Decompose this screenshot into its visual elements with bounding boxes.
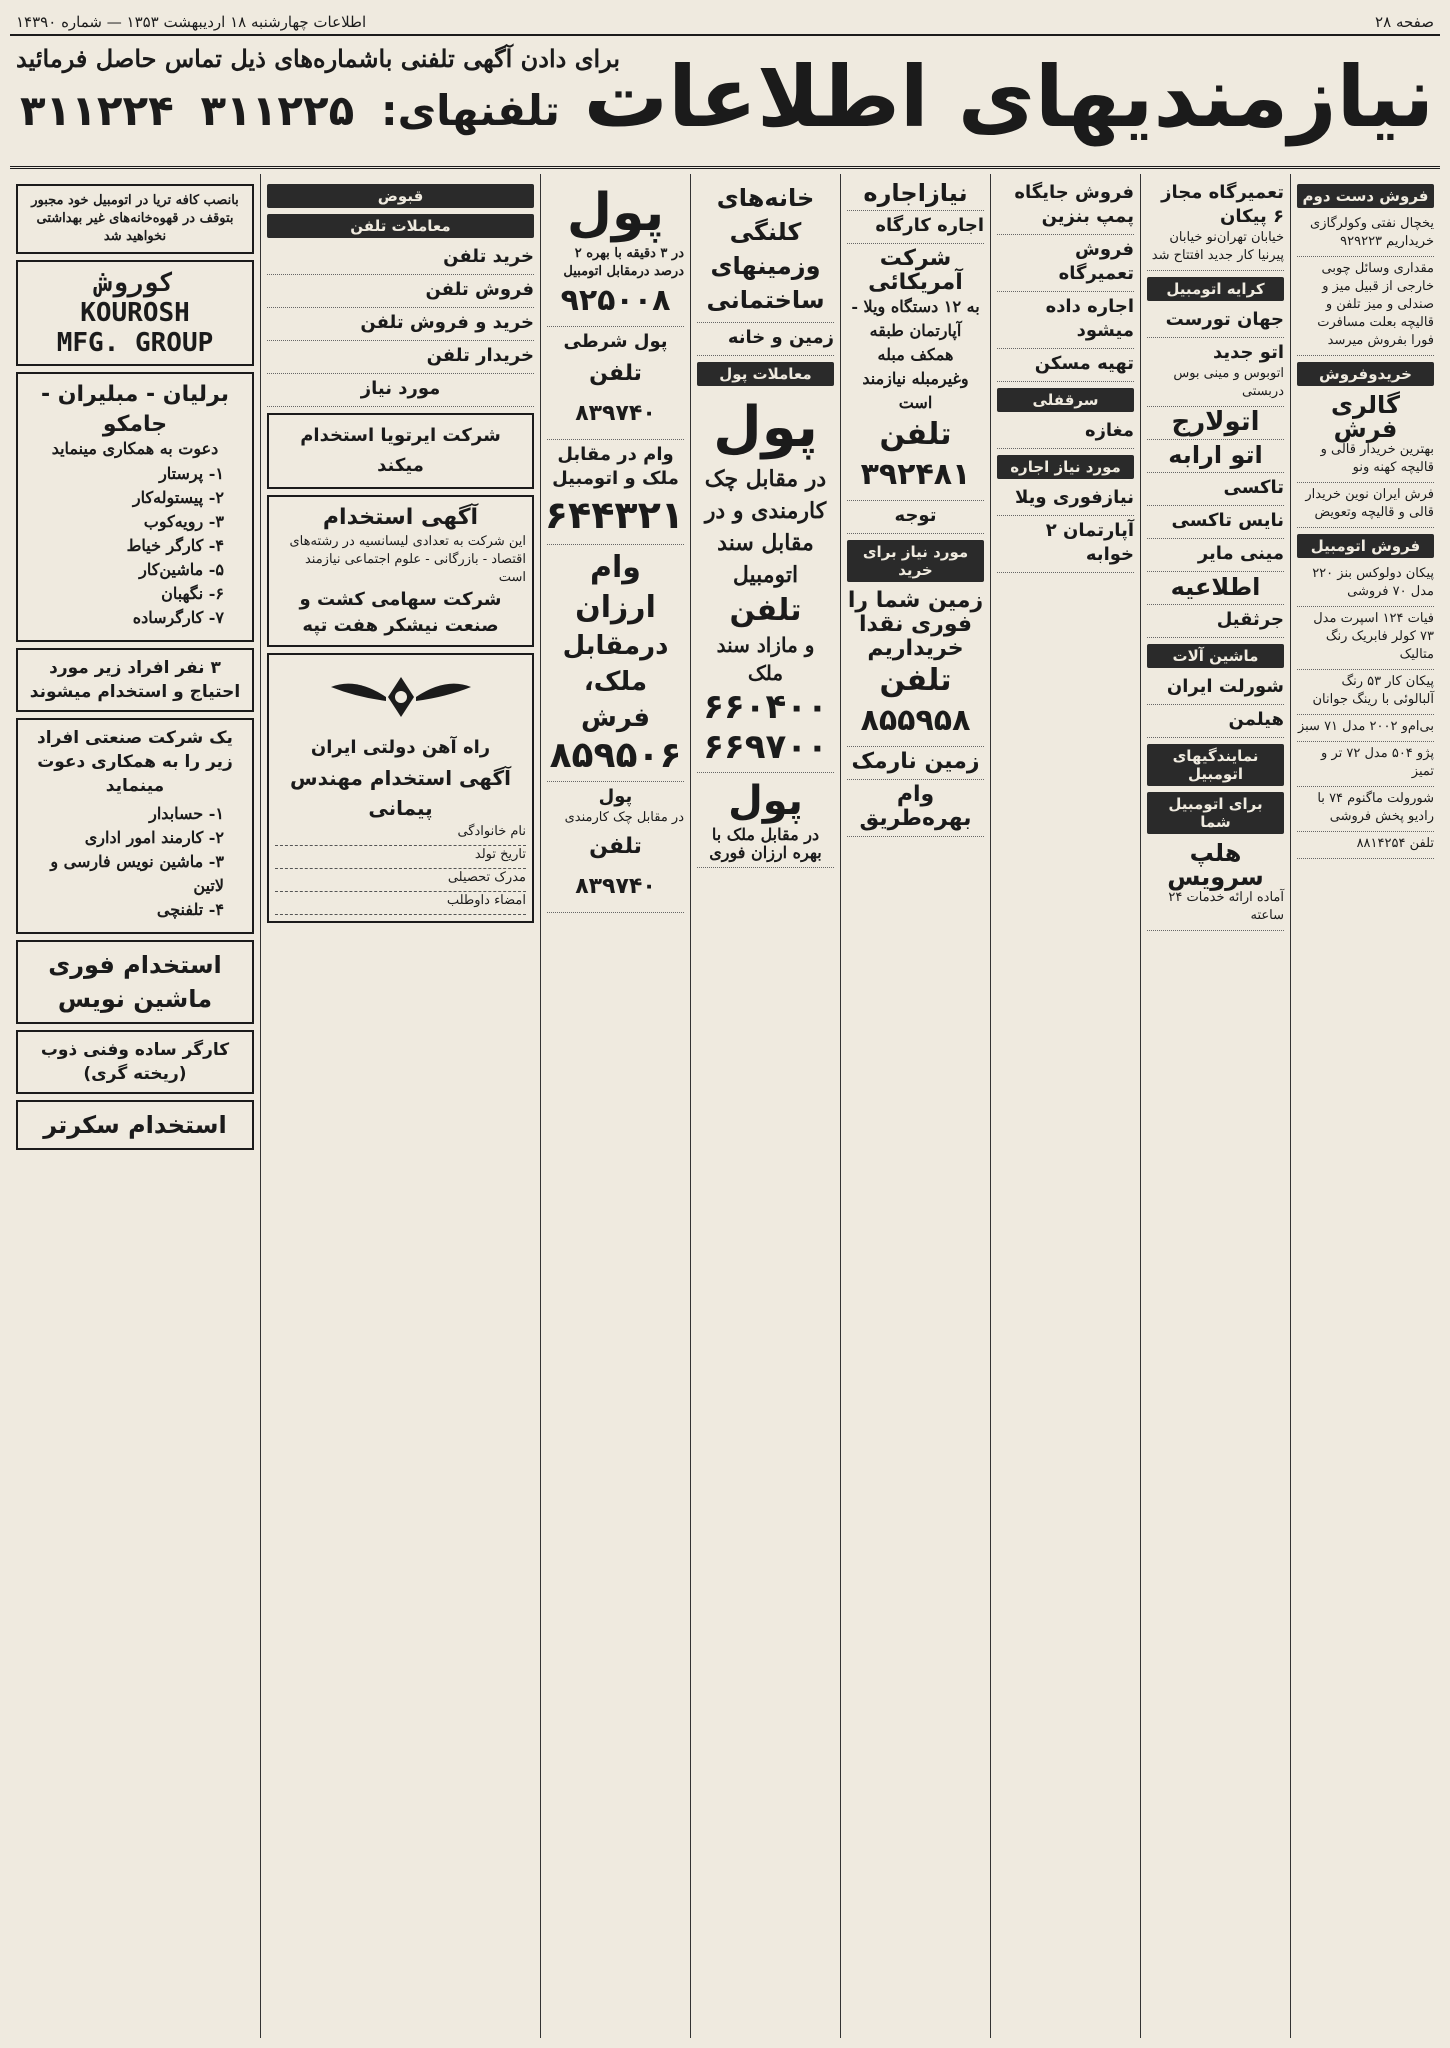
phones-label: تلفنهای: bbox=[380, 86, 560, 135]
ad-text: خیابان تهران‌نو خیابان پیرنیا کار جدید افتتاح شد bbox=[1151, 230, 1284, 263]
ad-heading: کارگر ساده وفنی ذوب (ریخته گری) bbox=[40, 1040, 230, 1084]
logo-persian-text: کوروش bbox=[95, 268, 175, 298]
ad-item: مقداری وسائل چوبی خارجی از قبیل میز و صندلی و میز تلفن و قالیچه بعلت مسافرت فورا بفروش میرسد bbox=[1297, 257, 1434, 356]
ad-item: یخچال نفتی وکولرگازی خریداریم ۹۲۹۲۲۳ bbox=[1297, 212, 1434, 257]
ad-heading: تهیه مسکن bbox=[1034, 353, 1134, 374]
ad-item: پژو ۵۰۴ مدل ۷۲ تر و تمیز bbox=[1297, 742, 1434, 787]
ad-phone: تلفن ۳۹۲۴۸۱ bbox=[860, 417, 971, 492]
logo-latin-text: KOUROSH bbox=[80, 298, 190, 328]
ad-heading: استخدام فوری ماشین نویس bbox=[48, 951, 222, 1013]
ad-item bbox=[847, 780, 984, 837]
ad-airtoyota bbox=[267, 413, 534, 489]
ad-item bbox=[697, 323, 834, 356]
railway-emblem bbox=[275, 667, 526, 727]
column-8 bbox=[10, 174, 260, 2038]
ad-brilliant-jobs bbox=[16, 372, 254, 642]
ad-text: درمقابل ملک، فرش bbox=[562, 631, 669, 733]
ad-heading: گالری فرش bbox=[1331, 391, 1400, 443]
ad-item bbox=[1147, 338, 1284, 407]
section-car-sales: فروش اتومبیل bbox=[1297, 534, 1434, 558]
ad-heading: اتو جدید bbox=[1212, 342, 1284, 363]
ad-heading: نیازفوری ویلا bbox=[1014, 487, 1134, 508]
masthead bbox=[10, 38, 1440, 169]
ad-phone: تلفن ۸۳۹۷۴۰ bbox=[575, 834, 656, 899]
section-buy-sell: خریدوفروش bbox=[1297, 362, 1434, 386]
ad-item: شورولت ماگنوم ۷۴ با رادیو پخش فروشی bbox=[1297, 787, 1434, 832]
section-goodwill: سرقفلی bbox=[997, 388, 1134, 412]
section-money-deals: معاملات پول bbox=[697, 362, 834, 386]
ad-subheading: دعوت به همکاری مینماید bbox=[51, 439, 219, 458]
ad-heading: شرکت ایرتویا استخدام میکند bbox=[300, 425, 501, 476]
ad-heading: شرکت آمریکائی bbox=[868, 246, 963, 295]
ad-heading: پول شرطی bbox=[563, 331, 668, 352]
ad-repair-shop bbox=[1147, 178, 1284, 271]
page-top-line bbox=[10, 10, 1440, 36]
ad-money-check bbox=[547, 782, 684, 913]
masthead-phones bbox=[20, 86, 572, 135]
ad-heading: اجاره داده میشود bbox=[1045, 296, 1134, 341]
ad-signature: شرکت سهامی کشت و صنعت نیشکر هفت تپه bbox=[299, 589, 502, 636]
ad-item bbox=[1147, 473, 1284, 506]
ad-heading: خرید تلفن bbox=[443, 246, 534, 267]
job-list bbox=[24, 462, 224, 630]
ad-heading: نیازاجاره bbox=[863, 179, 968, 207]
ad-text: در ۳ دقیقه با بهره ۲ درصد درمقابل اتومبیل bbox=[563, 246, 684, 279]
ad-heading: هیلمن bbox=[1228, 709, 1284, 730]
column-2 bbox=[1140, 174, 1290, 2038]
form-field-signature: امضاء داوطلب bbox=[275, 892, 526, 915]
ad-heading: برلیان - مبلیران - جامکو bbox=[40, 382, 230, 437]
section-used-items: فروش دست دوم bbox=[1297, 184, 1434, 208]
job-item: ۶- نگهبان bbox=[161, 584, 224, 603]
ad-heading: زمین شما را فوری نقدا خریداریم bbox=[847, 588, 984, 661]
job-item: ۱- پرستار bbox=[159, 464, 224, 483]
ad-gallery bbox=[1297, 390, 1434, 483]
ad-item bbox=[1147, 305, 1284, 338]
page-label: صفحه ۲۸ bbox=[1375, 13, 1434, 31]
ad-heading: توجه bbox=[894, 505, 937, 526]
ad-item bbox=[267, 341, 534, 374]
ad-help-service bbox=[1147, 838, 1284, 931]
ad-money-3min bbox=[547, 178, 684, 327]
ad-land-buyer bbox=[847, 586, 984, 747]
ad-item bbox=[267, 308, 534, 341]
railway-title: راه آهن دولتی ایران bbox=[310, 737, 491, 758]
ad-item bbox=[847, 501, 984, 534]
ad-heading: جرثقیل bbox=[1216, 609, 1284, 630]
ad-hiring bbox=[267, 495, 534, 647]
ad-industrial-company bbox=[16, 718, 254, 934]
ad-heading: فروش جایگاه پمپ بنزین bbox=[1014, 182, 1134, 227]
ad-item bbox=[1147, 539, 1284, 572]
ad-heading: اتو ارابه bbox=[1168, 441, 1263, 469]
logo-group-text: MFG. GROUP bbox=[56, 328, 214, 358]
ad-heading: پول bbox=[566, 183, 665, 243]
ad-phone: ۶۶۹۷۰۰ bbox=[703, 727, 828, 767]
ad-item bbox=[997, 292, 1134, 349]
ad-item: تلفن ۸۸۱۴۲۵۴ bbox=[1297, 832, 1434, 859]
ad-phone: تلفن ۸۵۵۹۵۸ bbox=[860, 663, 971, 738]
ad-text: آماده ارائه خدمات ۲۴ ساعته bbox=[1168, 890, 1284, 923]
section-title: نیازمندیهای اطلاعات bbox=[583, 48, 1434, 146]
position-item: ۲- کارمند امور اداری bbox=[84, 828, 224, 847]
position-item: ۱- حسابدار bbox=[149, 804, 224, 823]
ads-columns bbox=[10, 174, 1440, 2038]
form-field-education: مدرک تحصیلی bbox=[275, 869, 526, 892]
ad-item: فیات ۱۲۴ اسپرت مدل ۷۳ کولر فابریک رنگ متالیک bbox=[1297, 607, 1434, 670]
section-buy-needed: مورد نیاز برای خرید bbox=[847, 540, 984, 582]
ad-heading: شورلت ایران bbox=[1166, 676, 1284, 697]
ad-item bbox=[1147, 440, 1284, 473]
ad-heading: تعمیرگاه مجاز ۶ پیکان bbox=[1161, 182, 1284, 227]
ad-heading: نایس تاکسی bbox=[1171, 510, 1284, 531]
ad-item bbox=[1147, 407, 1284, 440]
ad-heading: اجاره کارگاه bbox=[875, 215, 984, 236]
form-field-birth: تاریخ تولد bbox=[275, 846, 526, 869]
ad-heading: جهان تورست bbox=[1165, 309, 1284, 330]
ad-heading: وام بهره‌طریق bbox=[859, 782, 972, 831]
ad-phone: ۶۴۴۳۲۱ bbox=[544, 493, 684, 537]
ad-item: فرش ایران نوین خریدار قالی و قالیچه وتعویض bbox=[1297, 483, 1434, 528]
application-form bbox=[275, 823, 526, 915]
column-5 bbox=[690, 174, 840, 2038]
ad-item bbox=[997, 349, 1134, 382]
ad-heading: خریدار تلفن bbox=[426, 345, 534, 366]
ad-heading: زمین نارمک bbox=[851, 749, 980, 774]
job-item: ۵- ماشین‌کار bbox=[139, 560, 224, 579]
ad-phone: ۶۶۰۴۰۰ bbox=[703, 687, 828, 727]
ad-text: و مازاد سند ملک bbox=[716, 633, 815, 685]
section-machines: ماشین آلات bbox=[1147, 644, 1284, 668]
ad-heading: وام در مقابل ملک و اتومبیل bbox=[552, 444, 679, 489]
ad-railway bbox=[267, 653, 534, 923]
paper-issue-line: اطلاعات چهارشنبه ۱۸ اردیبهشت ۱۳۵۳ — شماره ۱۴۳۹۰ bbox=[16, 13, 367, 31]
ad-heading: آگهی استخدام مهندس پیمانی bbox=[290, 766, 511, 820]
job-item: ۴- کارگر خیاط bbox=[126, 536, 224, 555]
ad-heading: استخدام سکرتر bbox=[43, 1111, 227, 1139]
newspaper-page bbox=[10, 10, 1440, 2038]
ad-heading: فروش تلفن bbox=[425, 279, 534, 300]
ad-american-company bbox=[847, 244, 984, 501]
ad-item bbox=[1147, 506, 1284, 539]
position-item: ۴- تلفنچی bbox=[156, 900, 224, 919]
ad-heading: یک شرکت صنعتی افراد زیر را به همکاری دعوت مینماید bbox=[37, 728, 233, 796]
ad-heading: پول bbox=[598, 786, 633, 807]
ad-heading: مورد نیاز bbox=[360, 378, 441, 399]
ad-cafeteria bbox=[16, 184, 254, 254]
ad-heading: پول bbox=[713, 395, 818, 460]
ad-item bbox=[997, 235, 1134, 292]
ad-item bbox=[997, 483, 1134, 516]
ad-item bbox=[997, 516, 1134, 573]
winged-emblem-icon bbox=[326, 667, 476, 727]
column-4 bbox=[840, 174, 990, 2038]
ad-three-people bbox=[16, 648, 254, 712]
job-item: ۲- پیستوله‌کار bbox=[132, 488, 224, 507]
ad-item bbox=[1147, 672, 1284, 705]
ad-item bbox=[847, 178, 984, 211]
column-6 bbox=[540, 174, 690, 2038]
ad-phone: ۸۵۹۵۰۶ bbox=[549, 735, 682, 776]
section-rent-needed: مورد نیاز اجاره bbox=[997, 455, 1134, 479]
ad-heading: مینی مایر bbox=[1197, 543, 1284, 564]
phone-number-1: ۳۱۱۲۲۵ bbox=[200, 86, 355, 135]
section-car-rental: کرایه اتومبیل bbox=[1147, 277, 1284, 301]
ad-money-property bbox=[697, 773, 834, 868]
ad-heading: هلپ سرویس bbox=[1167, 839, 1264, 891]
ad-item bbox=[267, 374, 534, 407]
position-item: ۳- ماشین نویس فارسی و لاتین bbox=[50, 852, 224, 895]
form-field-name: نام خانوادگی bbox=[275, 823, 526, 846]
section-agencies: نمایندگیهای اتومبیل bbox=[1147, 744, 1284, 786]
ad-heading: زمین و خانه bbox=[727, 327, 834, 348]
ad-houses bbox=[697, 178, 834, 323]
ad-item bbox=[997, 416, 1134, 449]
ad-item: پیکان کار ۵۳ رنگ آلبالوئی با رینگ جوانان bbox=[1297, 670, 1434, 715]
ad-item bbox=[997, 178, 1134, 235]
ad-text: در مقابل چک کارمندی و در مقابل سند اتومبیل bbox=[704, 466, 827, 588]
ad-conditional-money bbox=[547, 327, 684, 440]
call-instructions: برای دادن آگهی تلفنی باشماره‌های ذیل تماس حاصل فرمائید bbox=[16, 44, 621, 73]
ad-item bbox=[847, 747, 984, 780]
ad-text: در مقابل ملک با بهره ارزان فوری bbox=[709, 825, 822, 862]
section-for-your-car: برای اتومبیل شما bbox=[1147, 792, 1284, 834]
column-1 bbox=[1290, 174, 1440, 2038]
ad-heading: اطلاعیه bbox=[1170, 573, 1261, 601]
kourosh-logo bbox=[16, 260, 254, 366]
column-7 bbox=[260, 174, 540, 2038]
ad-item: بی‌ام‌و ۲۰۰۲ مدل ۷۱ سبز bbox=[1297, 715, 1434, 742]
ad-text: در مقابل چک کارمندی bbox=[564, 810, 684, 825]
ad-heading: آگهی استخدام bbox=[322, 505, 479, 530]
phone-number-2: ۳۱۱۲۲۴ bbox=[20, 86, 174, 135]
ad-money-big bbox=[697, 390, 834, 773]
job-item: ۷- کارگرساده bbox=[132, 608, 224, 627]
ad-text: به ۱۲ دستگاه ویلا - آپارتمان طبقه همکف مبله وغیرمبله نیازمند است bbox=[851, 297, 980, 412]
ad-heading: اتولارج bbox=[1171, 407, 1260, 437]
ad-typist bbox=[16, 940, 254, 1024]
ad-item bbox=[1147, 572, 1284, 605]
ad-item bbox=[267, 275, 534, 308]
ad-item bbox=[267, 242, 534, 275]
ad-item: پیکان دولوکس بنز ۲۲۰ مدل ۷۰ فروشی bbox=[1297, 562, 1434, 607]
position-list bbox=[24, 802, 224, 922]
ad-cheap-loan bbox=[547, 545, 684, 782]
ad-text: اتوبوس و مینی بوس دربستی bbox=[1173, 366, 1284, 399]
ad-secretary bbox=[16, 1100, 254, 1150]
ad-heading: آپارتمان ۲ خوابه bbox=[1045, 520, 1134, 565]
ad-text: بانصب کافه تریا در اتومبیل خود مجبور بتوقف در قهوه‌خانه‌های غیر بهداشتی نخواهید شد bbox=[31, 193, 239, 244]
ad-heading: مغازه bbox=[1084, 420, 1134, 441]
ad-heading: پول bbox=[728, 778, 803, 824]
ad-heading: تاکسی bbox=[1223, 477, 1284, 498]
section-phone-deals: معاملات تلفن bbox=[267, 214, 534, 238]
ad-heading: خرید و فروش تلفن bbox=[360, 312, 534, 333]
section-receipts: قبوض bbox=[267, 184, 534, 208]
ad-loan bbox=[544, 440, 684, 545]
job-item: ۳- رویه‌کوب bbox=[143, 512, 224, 531]
ad-phone-label: تلفن bbox=[729, 593, 802, 628]
ad-foundry bbox=[16, 1030, 254, 1094]
ad-heading: خانه‌های کلنگی وزمینهای ساختمانی bbox=[706, 184, 825, 314]
column-3 bbox=[990, 174, 1140, 2038]
ad-text: این شرکت به تعدادی لیسانسیه در رشته‌های اقتصاد - بازرگانی - علوم اجتماعی نیازمند است bbox=[289, 534, 526, 585]
ad-item bbox=[1147, 705, 1284, 738]
ad-text: بهترین خریدار قالی و قالیچه کهنه ونو bbox=[1320, 442, 1434, 475]
ad-phone: ۹۲۵۰۰۸ bbox=[560, 283, 671, 318]
ad-item bbox=[1147, 605, 1284, 638]
ad-heading: ۳ نفر افراد زیر مورد احتیاج و استخدام میشوند bbox=[29, 658, 241, 702]
ad-phone: تلفن ۸۳۹۷۴۰ bbox=[575, 361, 656, 426]
ad-item bbox=[847, 211, 984, 244]
ad-heading: وام ارزان bbox=[575, 550, 656, 625]
ad-heading: فروش تعمیرگاه bbox=[1058, 239, 1134, 284]
